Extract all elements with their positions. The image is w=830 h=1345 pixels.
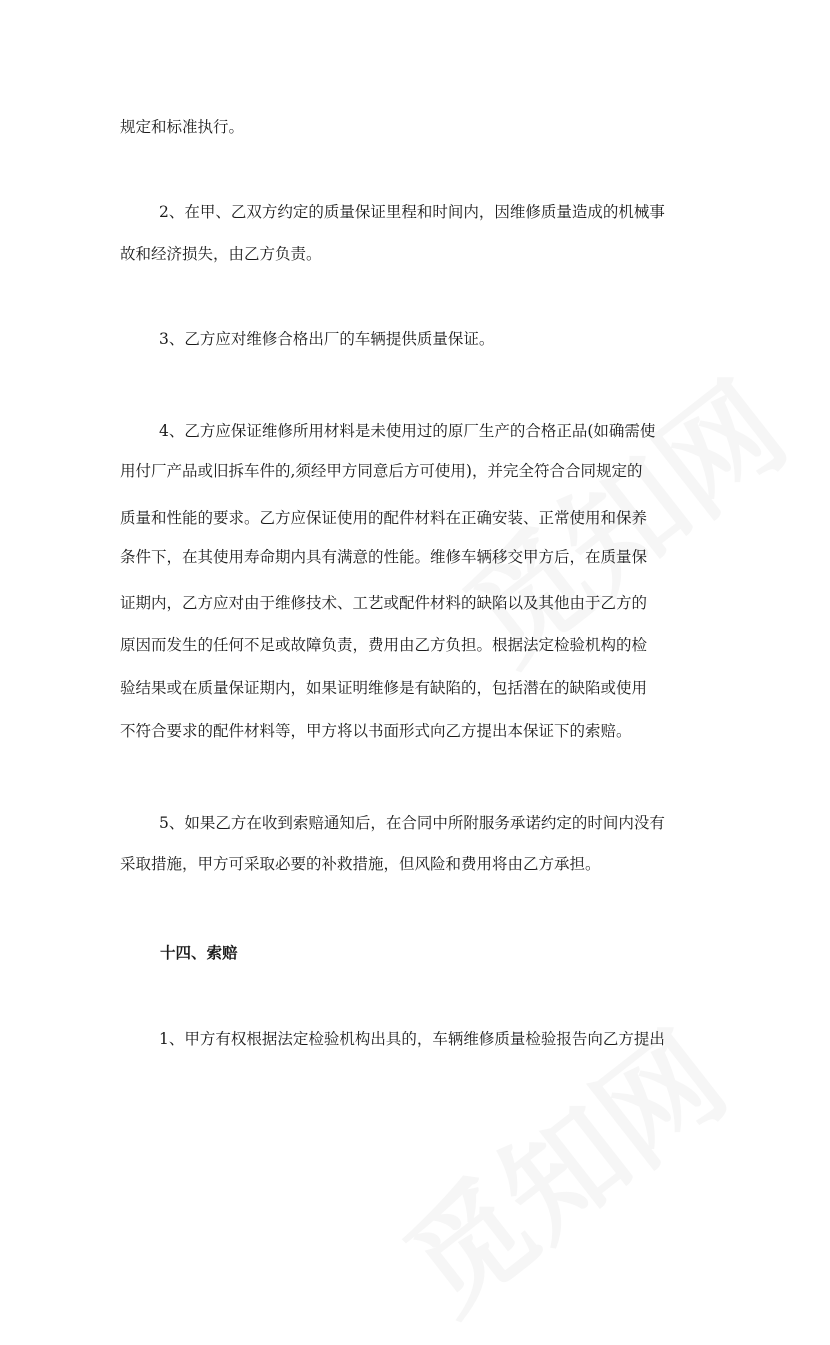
paragraph-line: 原因而发生的任何不足或故障负责，费用由乙方负担。根据法定检验机构的检 [120,636,648,654]
paragraph-line: 故和经济损失，由乙方负责。 [120,245,322,263]
paragraph-line: 3、乙方应对维修合格出厂的车辆提供质量保证。 [159,330,495,348]
section-heading: 十四、索赔 [160,944,238,962]
paragraph-line: 规定和标准执行。 [120,118,245,136]
paragraph-line: 证期内，乙方应对由于维修技术、工艺或配件材料的缺陷以及其他由于乙方的 [120,594,648,612]
paragraph-line: 采取措施，甲方可采取必要的补救措施，但风险和费用将由乙方承担。 [120,855,601,873]
paragraph-line: 2、在甲、乙双方约定的质量保证里程和时间内，因维修质量造成的机械事 [159,203,665,221]
paragraph-line: 不符合要求的配件材料等，甲方将以书面形式向乙方提出本保证下的索赔。 [120,722,632,740]
paragraph-line: 用付厂产品或旧拆车件的,须经甲方同意后方可使用)，并完全符合合同规定的 [120,462,643,480]
paragraph-line: 质量和性能的要求。乙方应保证使用的配件材料在正确安装、正常使用和保养 [120,509,648,527]
paragraph-line: 验结果或在质量保证期内，如果证明维修是有缺陷的，包括潜在的缺陷或使用 [120,679,648,697]
paragraph-line: 条件下，在其使用寿命期内具有满意的性能。维修车辆移交甲方后，在质量保 [120,548,648,566]
paragraph-line: 5、如果乙方在收到索赔通知后，在合同中所附服务承诺约定的时间内没有 [159,814,665,832]
paragraph-line: 1、甲方有权根据法定检验机构出具的，车辆维修质量检验报告向乙方提出 [159,1030,665,1048]
paragraph-line: 4、乙方应保证维修所用材料是未使用过的原厂生产的合格正品(如确需使 [159,422,656,440]
